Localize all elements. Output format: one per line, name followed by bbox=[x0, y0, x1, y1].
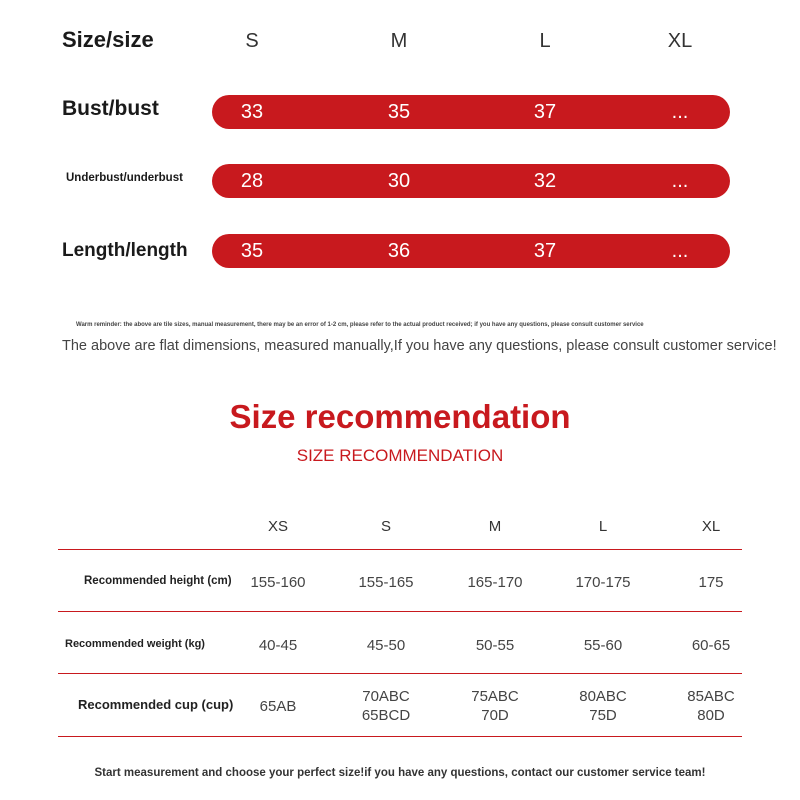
bust-value-xl: ... bbox=[671, 101, 689, 123]
table-divider bbox=[58, 673, 742, 674]
table-divider bbox=[58, 736, 742, 737]
height-value-xl: 175 bbox=[698, 574, 724, 591]
cup-value-l-line2: 75D bbox=[589, 707, 617, 724]
size-header-label: Size/size bbox=[62, 27, 154, 52]
table-divider bbox=[58, 611, 742, 612]
underbust-bar bbox=[212, 164, 730, 198]
rec-head-m: M bbox=[488, 518, 502, 535]
cup-value-xl bbox=[661, 687, 761, 725]
footer-message: Start measurement and choose your perfect size!if you have any questions, contact our customer service team! bbox=[94, 767, 706, 779]
length-bar bbox=[212, 234, 730, 268]
underbust-label: Underbust/underbust bbox=[66, 172, 183, 184]
cup-value-s-line2: 65BCD bbox=[361, 707, 411, 724]
length-value-s: 35 bbox=[240, 240, 264, 262]
bust-value-s: 33 bbox=[240, 101, 264, 123]
height-value-l: 170-175 bbox=[575, 574, 631, 591]
cup-value-xs-line1: 65AB bbox=[259, 698, 297, 715]
weight-label: Recommended weight (kg) bbox=[65, 638, 205, 650]
cup-label: Recommended cup (cup) bbox=[78, 697, 234, 712]
size-head-l: L bbox=[539, 30, 551, 52]
cup-value-s-line1: 70ABC bbox=[362, 688, 410, 705]
cup-value-l-line1: 80ABC bbox=[579, 688, 627, 705]
cup-value-xl-line1: 85ABC bbox=[687, 688, 735, 705]
size-head-s: S bbox=[245, 30, 259, 52]
weight-value-l: 55-60 bbox=[583, 637, 623, 654]
recommendation-title: Size recommendation bbox=[229, 398, 571, 435]
bust-value-m: 35 bbox=[387, 101, 411, 123]
underbust-value-s: 28 bbox=[240, 170, 264, 192]
height-value-m: 165-170 bbox=[467, 574, 523, 591]
length-value-m: 36 bbox=[387, 240, 411, 262]
weight-value-xs: 40-45 bbox=[258, 637, 298, 654]
warm-reminder: Warm reminder: the above are tile sizes, manual measurement, there may be an error of 1-2 cm, please refer to the actual product received; if you have any questions, please consult customer service bbox=[76, 322, 644, 328]
rec-head-xl: XL bbox=[701, 518, 721, 535]
rec-head-xs: XS bbox=[267, 518, 288, 535]
length-label: Length/length bbox=[62, 240, 188, 261]
height-value-s: 155-165 bbox=[358, 574, 414, 591]
underbust-value-m: 30 bbox=[387, 170, 411, 192]
rec-head-s: S bbox=[380, 518, 391, 535]
recommendation-subtitle: SIZE RECOMMENDATION bbox=[296, 446, 504, 465]
rec-head-l: L bbox=[598, 518, 608, 535]
flat-dimensions-note: The above are flat dimensions, measured manually,If you have any questions, please consult customer service! bbox=[62, 338, 777, 354]
underbust-value-l: 32 bbox=[533, 170, 557, 192]
weight-value-xl: 60-65 bbox=[691, 637, 731, 654]
underbust-value-xl: ... bbox=[671, 170, 689, 192]
cup-value-m bbox=[445, 687, 545, 725]
cup-value-xs bbox=[228, 697, 328, 716]
cup-value-s bbox=[336, 687, 436, 725]
weight-value-s: 45-50 bbox=[366, 637, 406, 654]
cup-value-m-line1: 75ABC bbox=[471, 688, 519, 705]
bust-label: Bust/bust bbox=[62, 97, 159, 120]
length-value-l: 37 bbox=[533, 240, 557, 262]
size-head-xl: XL bbox=[667, 30, 693, 52]
cup-value-xl-line2: 80D bbox=[697, 707, 725, 724]
size-head-m: M bbox=[390, 30, 408, 52]
bust-bar bbox=[212, 95, 730, 129]
bust-value-l: 37 bbox=[533, 101, 557, 123]
cup-value-l bbox=[553, 687, 653, 725]
table-divider bbox=[58, 549, 742, 550]
length-value-xl: ... bbox=[671, 240, 689, 262]
weight-value-m: 50-55 bbox=[475, 637, 515, 654]
height-value-xs: 155-160 bbox=[250, 574, 306, 591]
height-label: Recommended height (cm) bbox=[84, 575, 232, 587]
cup-value-m-line2: 70D bbox=[481, 707, 509, 724]
